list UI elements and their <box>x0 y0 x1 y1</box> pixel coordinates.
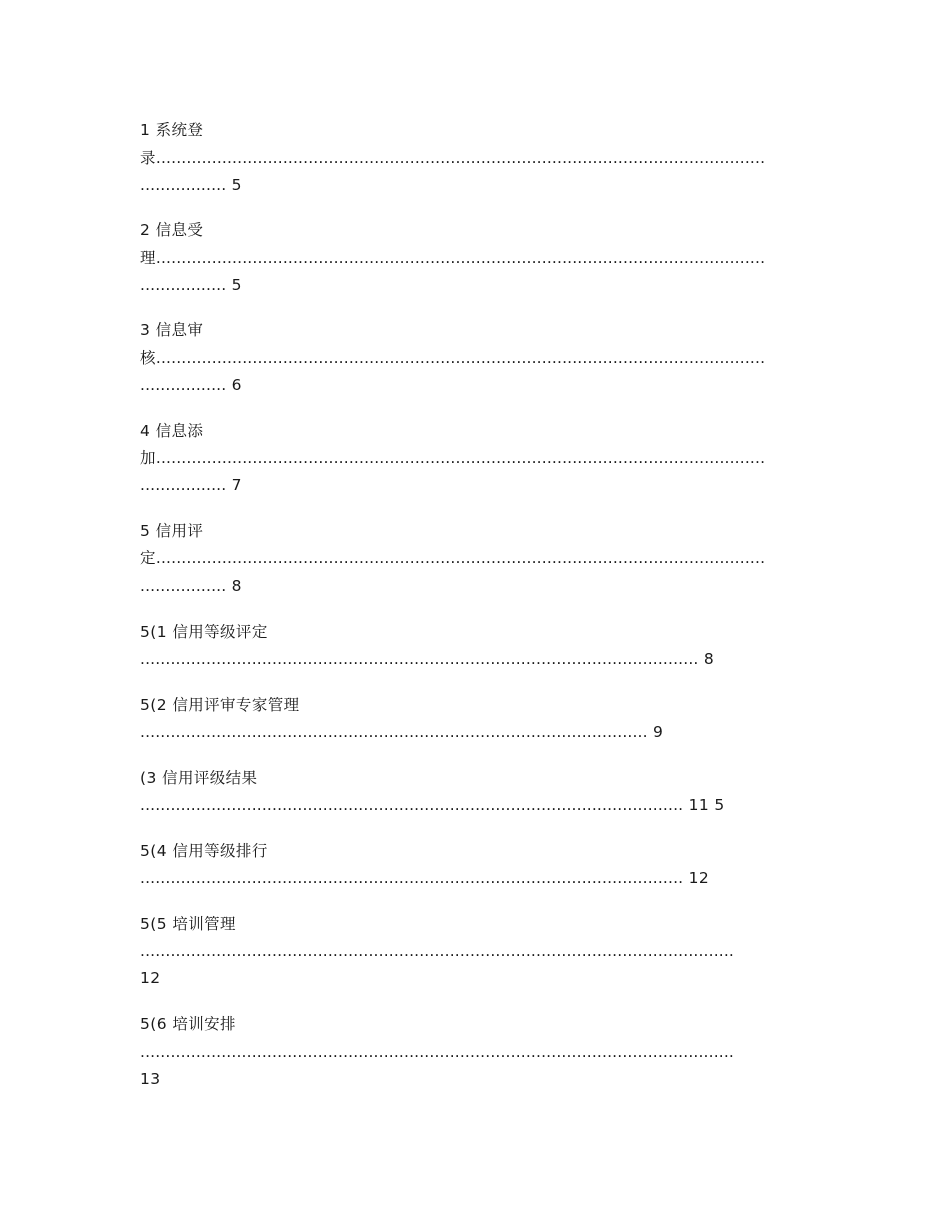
toc-leader-dots: ........................................................................................................................ <box>155 349 766 367</box>
toc-entry-title: 信息审 <box>155 321 204 339</box>
toc-entry-3-page <box>140 375 242 395</box>
toc-page-number: 11 5 <box>688 796 725 814</box>
toc-subentry-5-page <box>140 968 161 988</box>
toc-entry-number: (3 <box>140 769 157 787</box>
toc-leader-dots: ................. <box>140 376 227 394</box>
toc-leader-dots: .................................................................................................... <box>140 723 648 741</box>
toc-page-number: 13 <box>140 1070 161 1088</box>
toc-subentry-4-heading <box>140 841 268 861</box>
toc-entry-title: 信息受 <box>155 221 204 239</box>
toc-leader-dots: ........................................................................................................... <box>140 869 684 887</box>
toc-entry-title-cont: 理 <box>140 249 156 267</box>
toc-subentry-6-heading <box>140 1014 236 1034</box>
toc-entry-5-page <box>140 576 242 596</box>
toc-entry-title: 信用等级评定 <box>172 623 268 641</box>
toc-entry-title: 信用评级结果 <box>162 769 258 787</box>
toc-entry-number: 5(5 <box>140 915 167 933</box>
toc-subentry-3-leader <box>140 795 725 815</box>
toc-subentry-4-leader <box>140 868 709 888</box>
toc-entry-title: 培训管理 <box>172 915 236 933</box>
toc-entry-3-heading <box>140 320 203 340</box>
toc-entry-2-page <box>140 275 242 295</box>
toc-entry-number: 5(1 <box>140 623 167 641</box>
toc-entry-3-leader <box>140 348 765 368</box>
toc-leader-dots: ........................................................................................................................ <box>155 249 766 267</box>
toc-page-number: 8 <box>231 577 242 595</box>
toc-entry-number: 2 <box>140 221 151 239</box>
toc-entry-1-leader <box>140 148 765 168</box>
toc-entry-title: 信用等级排行 <box>172 842 268 860</box>
toc-subentry-5-heading <box>140 914 236 934</box>
toc-subentry-6-page <box>140 1069 161 1089</box>
toc-leader-dots: ..................................................................................................................... <box>140 1043 735 1061</box>
toc-entry-4-page <box>140 475 242 495</box>
toc-entry-number: 1 <box>140 121 151 139</box>
toc-entry-2-leader <box>140 248 765 268</box>
toc-subentry-6-leader <box>140 1042 734 1062</box>
toc-entry-5-leader <box>140 548 765 568</box>
toc-leader-dots: ................. <box>140 476 227 494</box>
toc-subentry-1-heading <box>140 622 268 642</box>
toc-leader-dots: ................. <box>140 176 227 194</box>
toc-subentry-1-leader <box>140 649 714 669</box>
toc-entry-title-cont: 定 <box>140 549 156 567</box>
toc-leader-dots: ........................................................................................................................ <box>155 549 766 567</box>
toc-entry-number: 5(4 <box>140 842 167 860</box>
toc-page-number: 5 <box>231 276 242 294</box>
toc-subentry-2-heading <box>140 695 300 715</box>
toc-subentry-5-leader <box>140 941 734 961</box>
toc-entry-1-heading <box>140 120 203 140</box>
toc-leader-dots: ........................................................................................................... <box>140 796 684 814</box>
toc-entry-4-heading <box>140 421 203 441</box>
toc-subentry-2-leader <box>140 722 663 742</box>
toc-entry-title-cont: 核 <box>140 349 156 367</box>
toc-entry-title-cont: 加 <box>140 449 156 467</box>
toc-page-number: 7 <box>231 476 242 494</box>
toc-entry-1-page <box>140 175 242 195</box>
toc-leader-dots: .............................................................................................................. <box>140 650 699 668</box>
toc-leader-dots: ................. <box>140 276 227 294</box>
toc-entry-number: 3 <box>140 321 151 339</box>
toc-entry-title: 信用评 <box>155 522 204 540</box>
toc-entry-title: 信息添 <box>155 422 204 440</box>
toc-entry-title: 系统登 <box>155 121 204 139</box>
toc-subentry-3-heading <box>140 768 257 788</box>
toc-entry-title: 培训安排 <box>172 1015 236 1033</box>
toc-entry-number: 5(6 <box>140 1015 167 1033</box>
toc-entry-number: 4 <box>140 422 151 440</box>
toc-entry-number: 5(2 <box>140 696 167 714</box>
toc-page-number: 12 <box>688 869 710 887</box>
toc-leader-dots: ........................................................................................................................ <box>155 149 766 167</box>
toc-page-number: 6 <box>231 376 242 394</box>
toc-entry-5-heading <box>140 521 203 541</box>
toc-entry-2-heading <box>140 220 203 240</box>
toc-entry-number: 5 <box>140 522 151 540</box>
toc-leader-dots: ..................................................................................................................... <box>140 942 735 960</box>
toc-entry-title-cont: 录 <box>140 149 156 167</box>
toc-page-number: 8 <box>703 650 715 668</box>
toc-page-number: 12 <box>140 969 161 987</box>
toc-entry-title: 信用评审专家管理 <box>172 696 300 714</box>
toc-entry-4-leader <box>140 448 765 468</box>
toc-page-number: 5 <box>231 176 242 194</box>
toc-leader-dots: ........................................................................................................................ <box>155 449 766 467</box>
toc-leader-dots: ................. <box>140 577 227 595</box>
toc-page-number: 9 <box>653 723 664 741</box>
